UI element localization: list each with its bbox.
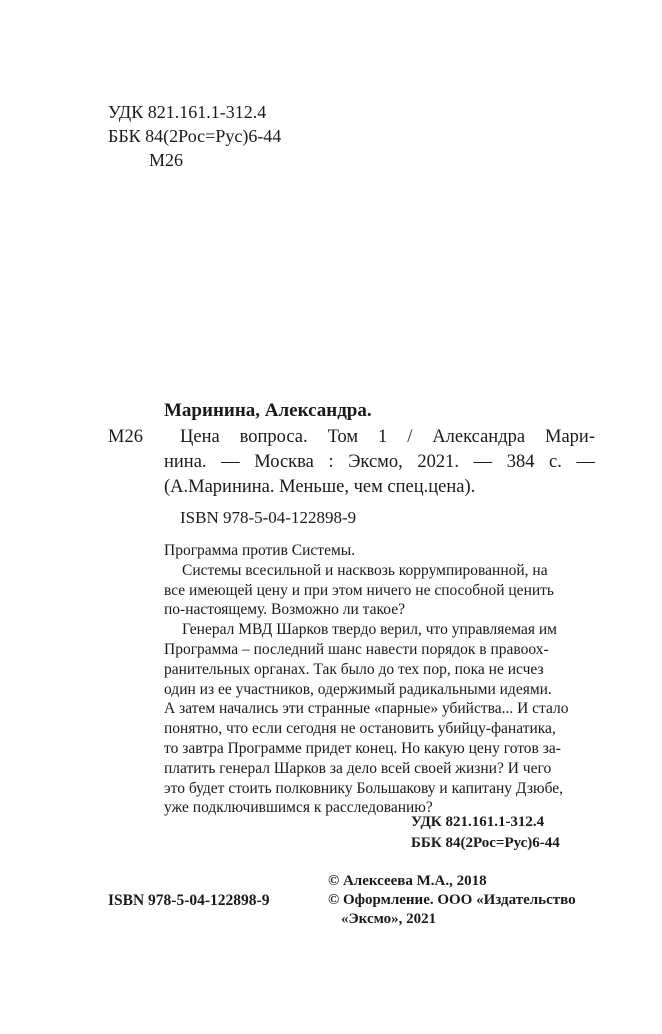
annotation-line: Программа против Системы.	[164, 542, 356, 559]
annotation-line: понятно, что если сегодня не остановить убийцу-фанатика,	[164, 720, 556, 738]
annotation-line: Генерал МВД Шарков твердо верил, что управляемая им	[182, 621, 557, 639]
annotation-line: по-настоящему. Возможно ли такое?	[164, 601, 405, 619]
annotation-line: все имеющей цену и при этом ничего не способной ценить	[164, 581, 554, 599]
bibliographic-line: (А.Маринина. Меньше, чем спец.цена).	[164, 477, 476, 497]
copyright-author: © Алексеева М.А., 2018	[328, 873, 487, 889]
annotation-line: уже подключившимся к расследованию?	[164, 799, 433, 817]
annotation-line: Системы всесильной и насквозь коррумпированной, на	[182, 561, 548, 579]
isbn-inline: ISBN 978-5-04-122898-9	[180, 508, 357, 527]
bbk-code-repeat: ББК 84(2Рос=Рус)6-44	[411, 835, 560, 851]
isbn-bottom: ISBN 978-5-04-122898-9	[108, 892, 270, 909]
annotation-line: то завтра Программе придет конец. Но какую цену готов за-	[164, 739, 561, 757]
copyright-design: © Оформление. ООО «Издательство	[328, 892, 576, 908]
annotation-line: платить генерал Шарков за дело всей своей жизни? И чего	[164, 759, 552, 777]
author-heading: Маринина, Александра.	[164, 400, 372, 421]
side-author-mark: М26	[108, 427, 143, 447]
annotation-line: Программа – последний шанс навести порядок в правоох-	[164, 640, 549, 658]
annotation-line: это будет стоить полковнику Большакову и капитану Дзюбе,	[164, 779, 564, 797]
author-mark: М26	[149, 150, 184, 170]
annotation	[164, 541, 595, 818]
bibliographic-line: Цена вопроса. Том 1 / Александра Мари-	[180, 427, 595, 447]
bbk-code: ББК 84(2Рос=Рус)6-44	[108, 126, 282, 146]
udk-code: УДК 821.161.1-312.4	[108, 102, 267, 122]
annotation-line: ранительных органах. Так было до тех пор, пока не исчез	[164, 660, 544, 678]
annotation-line: А затем начались эти странные «парные» убийства... И стало	[164, 700, 569, 718]
bibliographic-line: нина. — Москва : Эксмо, 2021. — 384 с. —	[164, 452, 595, 472]
copyright-publisher: «Эксмо», 2021	[341, 911, 437, 927]
annotation-line: один из ее участников, одержимый радикальными идеями.	[164, 680, 552, 698]
udk-code-repeat: УДК 821.161.1-312.4	[411, 814, 545, 830]
